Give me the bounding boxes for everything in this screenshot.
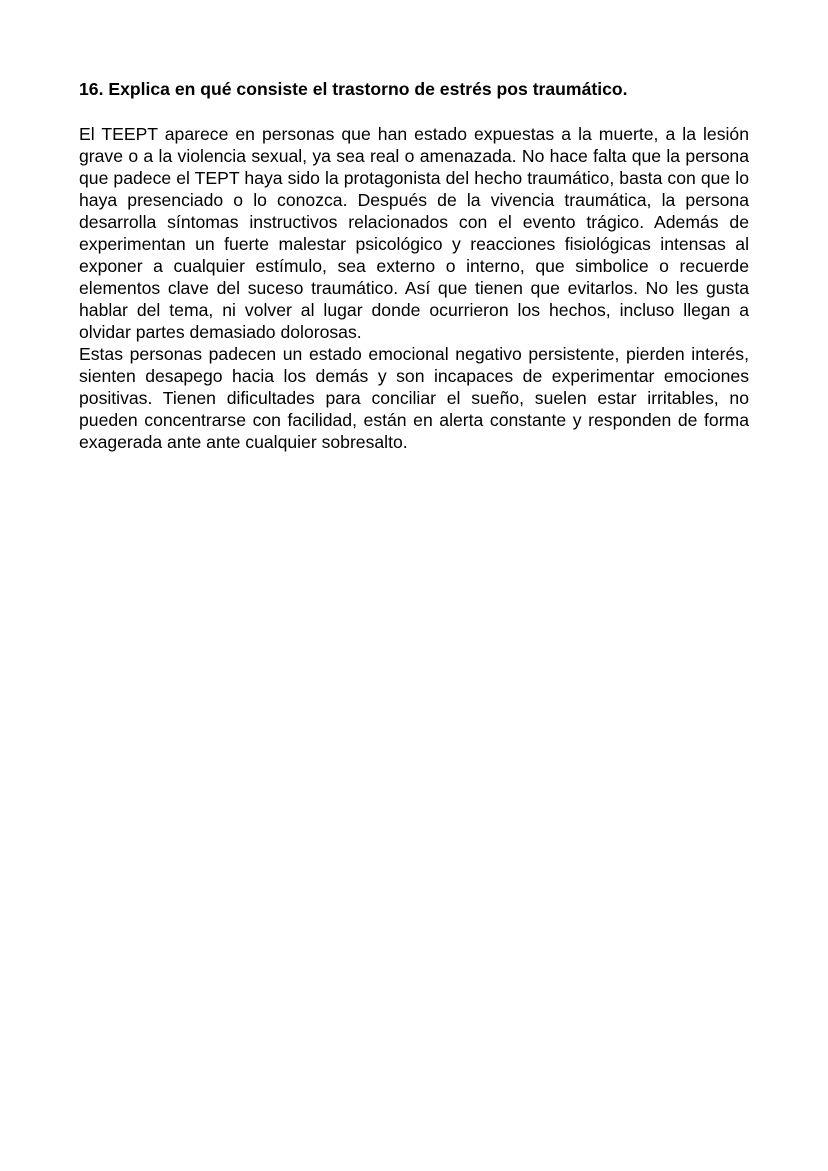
question-title: 16. Explica en qué consiste el trastorno de estrés pos traumático. (79, 79, 628, 99)
answer-paragraph-2: Estas personas padecen un estado emocional negativo persistente, pierden interés, sienten desapego hacia los demás y son incapaces de experimentar emociones positivas. Tienen dificultades para conciliar el sueño, suelen estar irritables, no pueden concentrarse con facilidad, están en alerta constante y responden de forma exagerada ante ante cualquier sobresalto. (79, 344, 749, 452)
document-page (79, 78, 749, 453)
answer-paragraph-1: El TEEPT aparece en personas que han estado expuestas a la muerte, a la lesión grave o a la violencia sexual, ya sea real o amenazada. No hace falta que la persona que padece el TEPT haya sido la protagonista del hecho traumático, basta con que lo haya presenciado o lo conozca. Después de la vivencia traumática, la persona desarrolla síntomas instructivos relacionados con el evento trágico. Además de experimentan un fuerte malestar psicológico y reacciones fisiológicas intensas al exponer a cualquier estímulo, sea externo o interno, que simbolice o recuerde elementos clave del suceso traumático. Así que tienen que evitarlos. No les gusta hablar del tema, ni volver al lugar donde ocurrieron los hechos, incluso llegan a olvidar partes demasiado dolorosas. (79, 124, 749, 342)
